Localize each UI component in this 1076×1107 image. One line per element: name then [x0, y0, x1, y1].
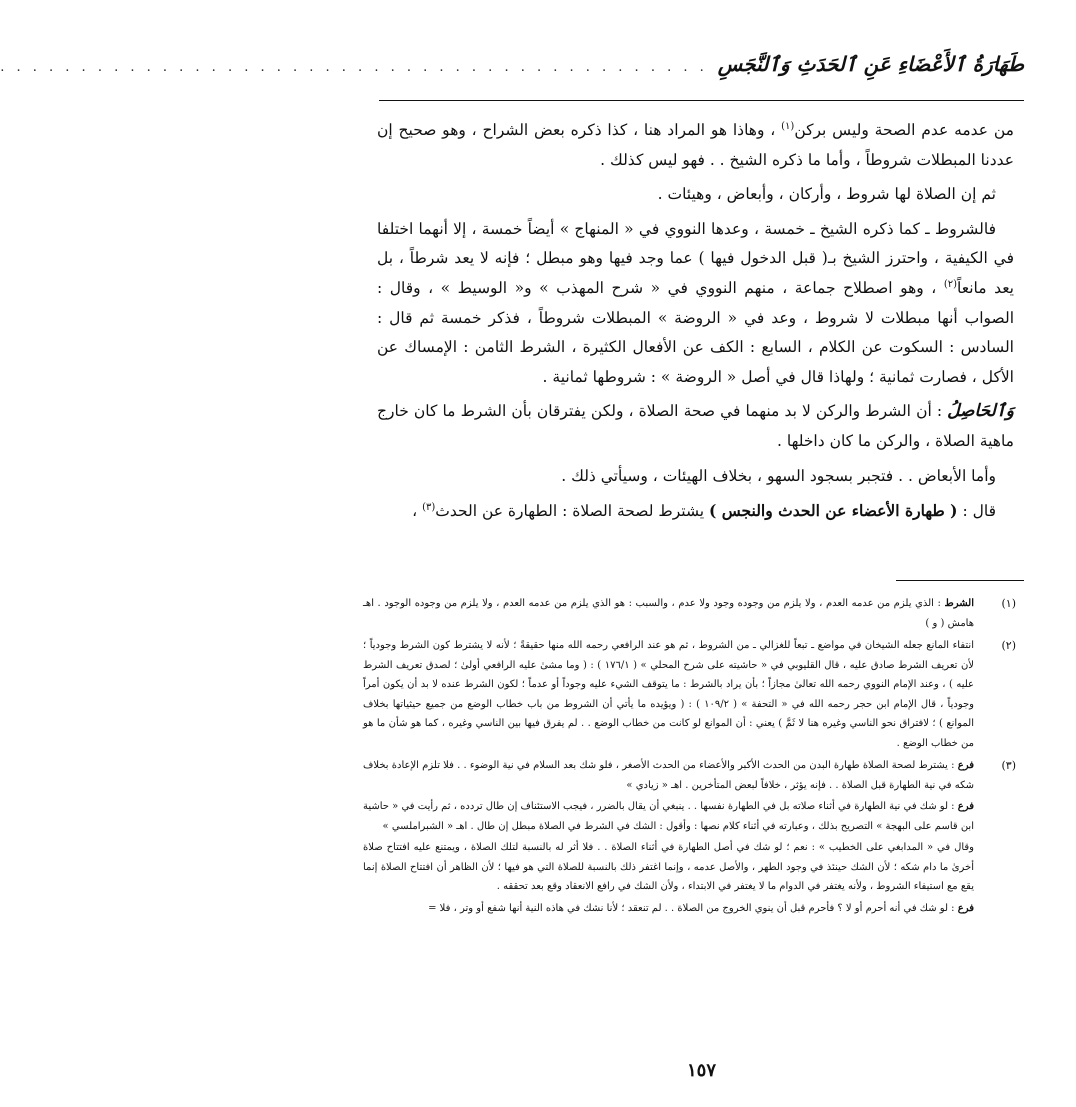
far-text: : لو شك في أنه أحرم أو لا ؟ فأحرم قبل أن ينوي الخروج من الصلاة . . لم تنعقد ؛ لأنا نشك في هاذه النية أنها شفع أو وتر ، فلا = — [428, 902, 958, 914]
footnote-label: فرع — [957, 760, 974, 771]
p6-text: يشترط لصحة الصلاة : الطهارة عن الحدث — [435, 502, 710, 521]
footnote-number: (٣) — [1001, 759, 1016, 772]
far-label: فرع — [957, 801, 974, 812]
running-title: طَهَارَةُ ٱلأَعْضَاءِ عَنِ ٱلحَدَثِ وَٱلنَّجَسِ — [717, 52, 1024, 76]
footnote-separator — [896, 580, 1024, 581]
paragraph-5: وأما الأبعاض . . فتجبر بسجود السهو ، بخلاف الهيئات ، وسيأتي ذلك . — [561, 466, 996, 485]
paragraph-4 — [377, 397, 1014, 456]
p6-tail: ، — [412, 502, 423, 521]
matn-quote: ( طهارة الأعضاء عن الحدث والنجس ) — [709, 501, 958, 521]
footnote-number: (١) — [1001, 597, 1016, 610]
running-header — [0, 52, 1024, 76]
far-label: فرع — [957, 902, 974, 914]
footnote-body — [363, 594, 974, 633]
footnote-2 — [363, 636, 1016, 753]
page-number: ١٥٧ — [686, 1060, 716, 1081]
footnote-body — [363, 636, 974, 753]
p1-text: من عدمه عدم الصحة وليس بركن — [794, 121, 1014, 139]
paragraph-1 — [377, 116, 1014, 175]
paragraph-2: ثم إن الصلاة لها شروط ، وأركان ، وأبعاض ، وهيئات . — [657, 185, 996, 204]
footnote-ref-3[interactable]: (٣) — [422, 501, 436, 513]
footnote-ref-1[interactable]: (١) — [781, 120, 795, 132]
header-rule — [379, 100, 1024, 101]
paragraph-3 — [377, 215, 1014, 393]
far-text: : لو شك في نية الطهارة في أثناء صلاته بل في الطهارة نفسها . . ينبغي أن يقال بالضرر ، فيجب الاستئناف إن طال تردده ، ثم رأيت في « حاشية ابن قاسم على البهجة » التصريح بذلك ، وعبارته في أثناء كلام نصها : وأقول : الشك في الشرط في الصلاة مبطل إن طال . اهـ « الشبراملسي » — [363, 801, 974, 832]
dot-leader: . . . . . . . . . . . . . . . . . . . . . . . . . . . . . . . . . . . . . . . . . . . . — [0, 60, 708, 75]
p1-text-2: ، وهاذا هو المراد هنا ، كذا ذكره بعض الشراح ، وهو صحيح إن عددنا المبطلات شروطاً ، وأما ما ذكره الشيخ . . فهو ليس كذلك . — [377, 121, 1014, 169]
footnote-label: الشرط — [944, 598, 974, 609]
paragraph-6 — [377, 496, 1014, 527]
footnote-ref-2[interactable]: (٢) — [943, 278, 957, 290]
p3-text: فالشروط ـ كما ذكره الشيخ ـ خمسة ، وعدها النووي في « المنهاج » أيضاً خمسة ، إلا أنهما اختلفا في الكيفية ، واحترز الشيخ بـ( قبل الدخول فيها ) عما وجد فيها وهو مبطل ؛ فإنه لا يعد شرطاً ، بل يعد مانعاً — [377, 219, 1014, 297]
footnote-1 — [363, 594, 1016, 633]
footnote-body — [363, 756, 974, 918]
wal-hasil-lead: وَٱلحَاصِلُ — [947, 401, 1014, 422]
main-text — [377, 116, 1014, 527]
footnote-number: (٢) — [1001, 639, 1016, 652]
p4-text: : أن الشرط والركن لا بد منهما في صحة الصلاة ، ولكن يفترقان بأن الشرط ما كان خارج ماهية الصلاة ، والركن ما كان داخلها . — [377, 402, 1014, 450]
footnote-3 — [363, 756, 1016, 918]
footnote-text: : الذي يلزم من عدمه العدم ، ولا يلزم من وجوده وجود ولا عدم ، والسبب : هو الذي يلزم من عدمه العدم ، ولا يلزم من وجوده الوجود . اهـ هامش ( و ) — [363, 598, 974, 629]
mudabighi-quote: وقال في « المدابغي على الخطيب » : نعم ؛ لو شك في أصل الطهارة في أثناء الصلاة . . فلا أثر له بالنسبة لتلك الصلاة ، ويمتنع عليه افتتاح صلاة أخرىٰ ما دام شكه ؛ لأن الشك حينئذ في وجود الطهر ، والأصل عدمه ، وإنما اغتفر ذلك بالنسبة للصلاة التي هو فيها ؛ لأن الظاهر أن افتتاح الصلاة إنما يقع مع استيفاء الشروط ، ولأنه يغتفر في الدوام ما لا يغتفر في الابتداء ، ولأن الشك في رافع الانعقاد وقع بعد تحققه . — [363, 842, 974, 892]
footnote-text: انتفاء المانع جعله الشيخان في مواضع ـ تبعاً للغزالي ـ من الشروط ، ثم هو عند الرافعي رحمه الله منها حقيقةً ؛ لأنه لا يشترط كون الشرط وجودياً ؛ لأن تعريف الشرط صادق عليه ، قال القليوبي في « حاشيته على شرح المحلي » ( ١٧٦/١ ) : ( وما مشىٰ عليه الرافعي أولىٰ ؛ لصدق تعريف الشرط عليه ) ، وعند الإمام النووي رحمه الله تعالىٰ مجازاً ؛ بأن يراد بالشرط : ما يتوقف الشيء عليه وجوداً أو عدماً ؛ لكون الشرط عنده لا بد أن يكون أمراً وجودياً ، قال الإمام ابن حجر رحمه الله في « التحفة » ( ١٠٩/٢ ) : ( ويؤيده ما يأتي أن الشروط من باب خطاب الوضع من جميع حيثياتها بخلاف الموانع ) ؛ لافتراق نحو الناسي وغيره هنا لا ثَمَّ ) يعني : أن الموانع لو كانت من خطاب الوضع . . لم يفرق فيها بين الناسي وغيره ، كما هو شأن ما هو من خطاب الوضع . — [363, 640, 975, 749]
footnote-text: : يشترط لصحة الصلاة طهارة البدن من الحدث الأكبر والأعضاء من الحدث الأصغر ، فلو شك بعد السلام في نية الوضوء . . فلا تلزم الإعادة بخلاف شكه في نية الطهارة قبل الصلاة . . فإنه يؤثر ، خلافاً لبعض المتأخرين . اهـ « زيادي » — [363, 760, 974, 791]
p3-text-2: ، وهو اصطلاح جماعة ، منهم النووي في « شرح المهذب » و« الوسيط » ، وقال : الصواب أنها مبطلات لا شروط ، وعد في « الروضة » المبطلات شروطاً ، فذكر خمسة ثم قال : السادس : السكوت عن الكلام ، السابع : الكف عن الأفعال الكثيرة ، الشرط الثامن : الإمساك عن الأكل ، فصارت ثمانية ؛ ولهاذا قال في أصل « الروضة » : شروطها ثمانية . — [377, 278, 1014, 386]
p6-pre: قال : — [957, 502, 996, 521]
footnotes — [363, 594, 1016, 918]
